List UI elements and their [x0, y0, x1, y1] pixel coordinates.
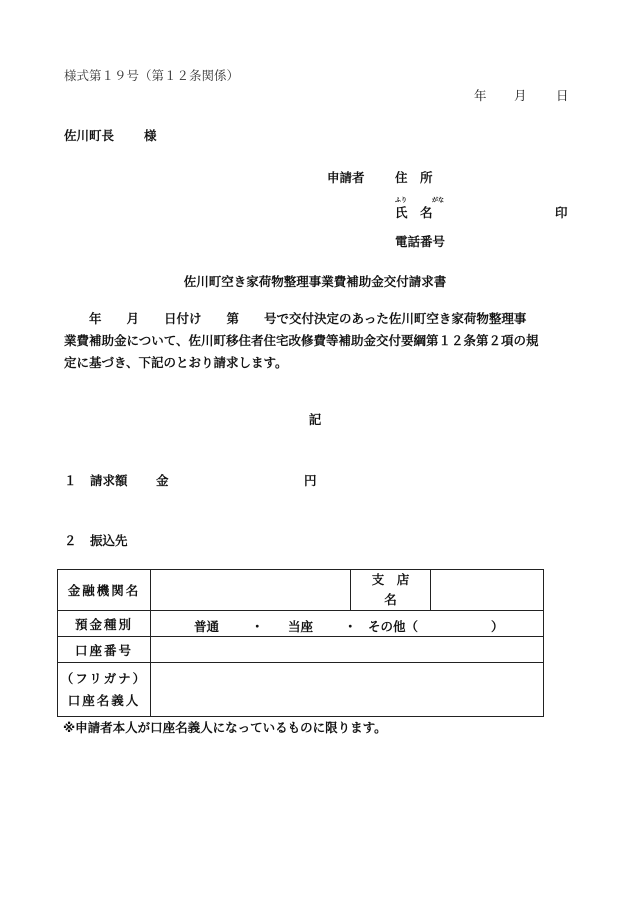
- recipient-honorific: 様: [144, 128, 157, 143]
- option-ordinary[interactable]: 普通: [194, 618, 220, 634]
- account-holder-field[interactable]: [151, 663, 544, 717]
- furigana-label: （フリガナ）: [60, 670, 148, 686]
- name-label-text: 氏 名: [395, 205, 433, 220]
- seal-mark: 印: [555, 205, 568, 220]
- bank-name-field[interactable]: [151, 570, 351, 611]
- item1-label: 請求額: [90, 473, 128, 488]
- branch-label-2: 名: [384, 592, 397, 607]
- option-dot-1: ・: [251, 618, 264, 634]
- footnote: ※申請者本人が口座名義人になっているものに限ります。: [63, 720, 387, 735]
- branch-label-1: 支 店: [371, 572, 410, 587]
- date-year: 年: [474, 88, 487, 103]
- bank-name-label: 金融機関名: [58, 570, 151, 611]
- name-ruby-1: ふり: [395, 197, 408, 204]
- option-other-close: ）: [491, 618, 504, 634]
- item2-label: 振込先: [90, 533, 128, 548]
- recipient-name: 佐川町長: [64, 128, 115, 143]
- body-line-2: 業費補助金について、佐川町移住者住宅改修費等補助金交付要綱第１２条第２項の規: [64, 333, 539, 348]
- document-title: 佐川町空き家荷物整理事業費補助金交付請求書: [183, 274, 447, 289]
- branch-name-field[interactable]: [431, 570, 544, 611]
- item2-number: ２: [64, 533, 77, 548]
- body-line-1: 年 月 日付け 第 号で交付決定のあった佐川町空き家荷物整理事: [64, 311, 527, 326]
- account-holder-label: [58, 663, 151, 717]
- body-paragraph: [64, 308, 574, 374]
- branch-label: [351, 570, 431, 611]
- item1-number: １: [64, 473, 77, 488]
- address-label: 住 所: [395, 170, 433, 185]
- account-number-label: 口座番号: [58, 637, 151, 663]
- option-dot-2: ・: [344, 618, 357, 634]
- item1-unit: 円: [304, 473, 317, 488]
- account-type-label: 預金種別: [58, 611, 151, 637]
- phone-label: 電話番号: [395, 234, 446, 249]
- body-line-3: 定に基づき、下記のとおり請求します。: [64, 355, 288, 370]
- applicant-label: 申請者: [327, 170, 365, 185]
- account-type-options: [151, 611, 544, 637]
- recipient: [64, 126, 157, 144]
- holder-label: 口座名義人: [67, 692, 141, 708]
- option-other[interactable]: その他（: [368, 618, 419, 634]
- account-number-field[interactable]: [151, 637, 544, 663]
- name-ruby-2: がな: [432, 197, 445, 204]
- option-current[interactable]: 当座: [288, 618, 314, 634]
- form-number: 様式第１９号（第１２条関係）: [64, 68, 240, 83]
- ki-heading: 記: [308, 412, 322, 427]
- bank-table: [57, 569, 544, 717]
- date-month: 月: [514, 88, 527, 103]
- name-label: [395, 197, 445, 221]
- date-day: 日: [556, 88, 569, 103]
- item1-prefix: 金: [156, 473, 169, 488]
